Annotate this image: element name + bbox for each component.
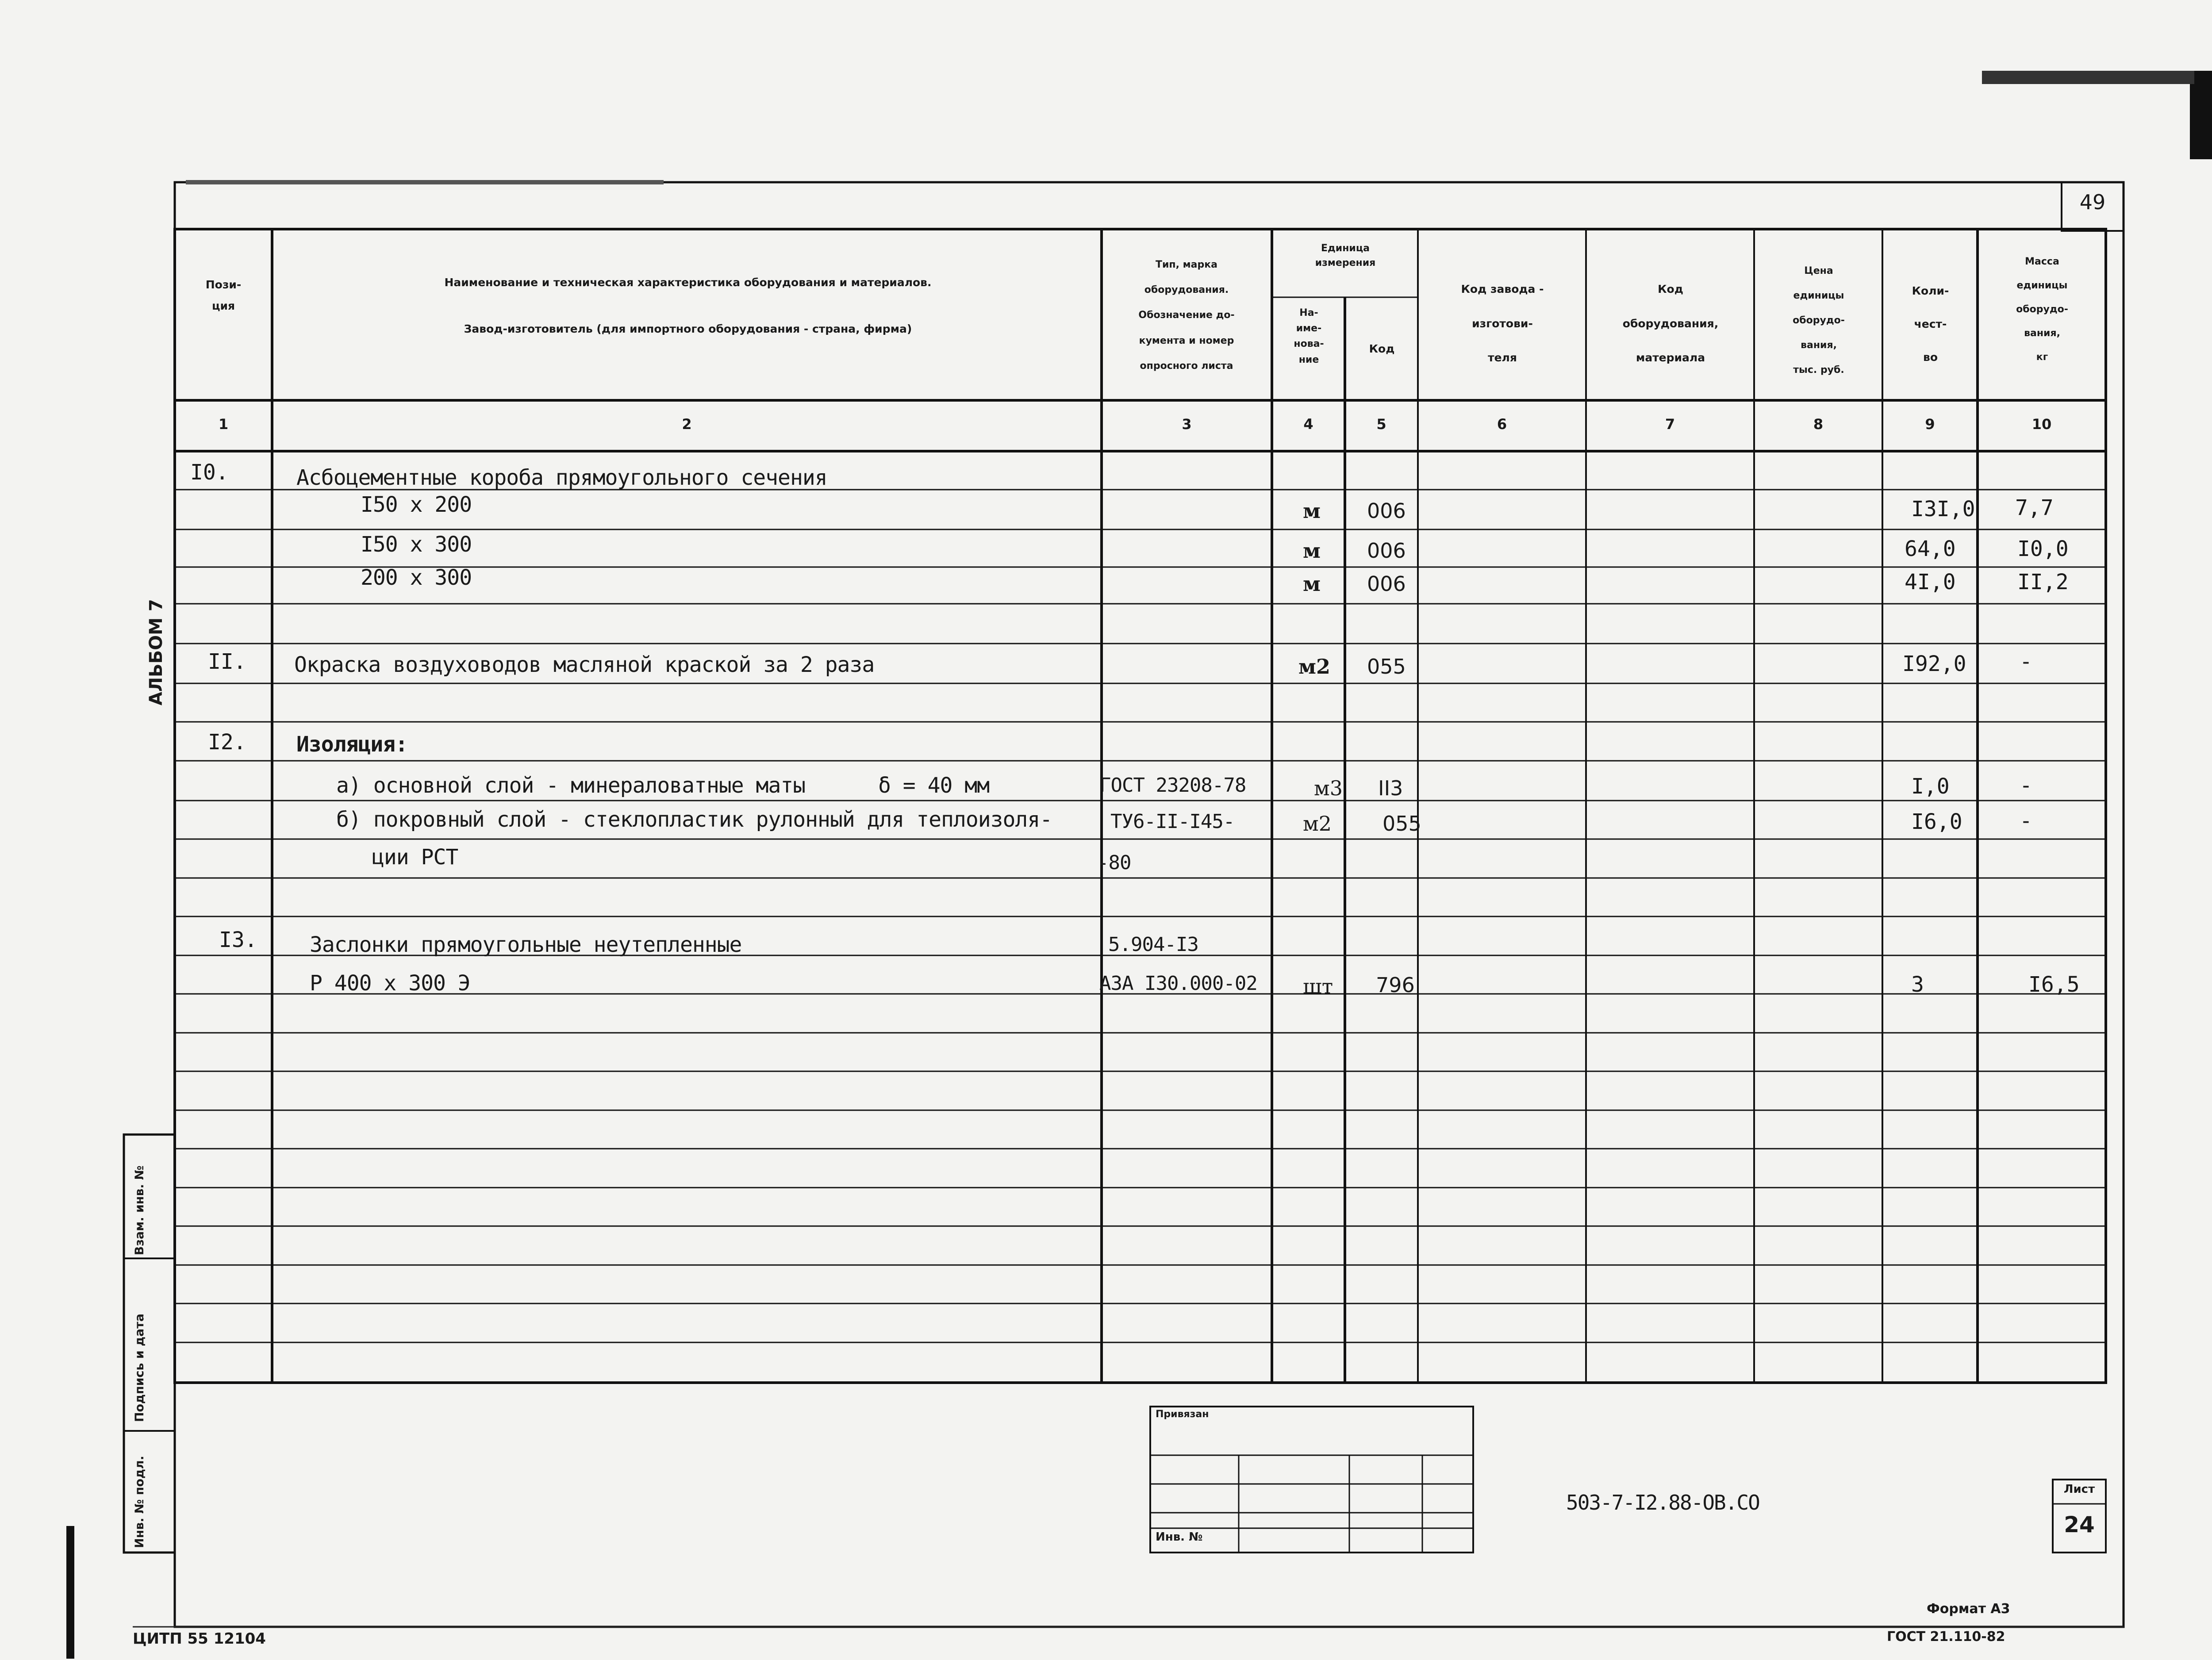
col-number-1: 1 [218,416,229,433]
col-number-5: 5 [1376,416,1386,433]
page-number: 49 [2079,190,2106,214]
row12c-name: ции РСТ [372,845,458,870]
row10a-mass: 7,7 [2015,495,2054,520]
row10b-mass: I0,0 [2017,537,2069,561]
sheet-label: Лист [2063,1483,2095,1496]
row12a-delta: δ = 40 мм [878,773,990,798]
row12a-name: а) основной слой - минераловатные маты [336,773,806,798]
row11-qty: I92,0 [1902,652,1966,676]
header-col5: Код [1369,342,1395,355]
vzam-label: Взам. инв. № [133,1165,146,1255]
row11-position: II. [208,649,246,674]
row12-position: I2. [208,730,246,755]
row11-kod: 055 [1367,655,1406,679]
row13a-name: Р 400 x 300 Э [310,971,470,996]
header-col8: Цена единицы оборудо- вания, тыс. руб. [1793,265,1845,376]
row10a-kod: 006 [1367,499,1406,523]
stamp-privyazan: Привязан [1156,1409,1209,1420]
col-number-3: 3 [1182,416,1192,433]
header-col2-line2: Завод-изготовитель (для импортного оборудования - страна, фирма) [464,322,912,335]
row12b-doc: ТУ6-II-I45- [1110,810,1235,833]
row10b-kod: 006 [1367,539,1406,563]
col-number-9: 9 [1925,416,1935,433]
row13a-kod: 796 [1376,973,1415,997]
row10c-mass: II,2 [2017,570,2069,594]
row12b-qty: I6,0 [1911,809,1962,834]
row12b-mass: - [2020,809,2032,833]
podpis-label: Подпись и дата [133,1313,146,1422]
header-col6: Код завода - изготови- теля [1461,283,1544,364]
row12b-unit: м2 [1303,812,1332,836]
row12a-kod: II3 [1378,776,1403,800]
row12b-name: б) покровный слой - стеклопластик рулонный для теплоизоля- [336,807,1052,832]
row10c-name: 200 x 300 [361,565,472,590]
row10c-unit: м [1303,572,1321,596]
row13-position: I3. [219,928,257,952]
row10-title: Асбоцементные короба прямоугольного сечения [296,465,827,490]
col-number-2: 2 [682,416,692,433]
row10a-unit: м [1303,499,1321,523]
header-col9: Коли- чест- во [1912,284,1949,364]
col-number-7: 7 [1665,416,1675,433]
document-code: 503-7-I2.88-ОВ.СО [1566,1491,1759,1514]
row10a-name: I50 x 200 [361,492,472,517]
row11-mass: - [2020,649,2032,674]
row10b-unit: м [1303,539,1321,563]
row13a-unit: шт [1303,974,1333,998]
footer-gost: ГОСТ 21.110-82 [1887,1629,2005,1645]
col-number-8: 8 [1813,416,1824,433]
header-col1: Пози- ция [205,278,242,312]
row13a-doc: АЗА I30.000-02 [1099,972,1257,995]
row10c-qty: 4I,0 [1905,570,1956,594]
row10b-qty: 64,0 [1905,537,1956,561]
inv-podl-label: Инв. № подл. [133,1456,146,1548]
row13-doc: 5.904-I3 [1108,933,1198,956]
header-col7: Код оборудования, материала [1622,283,1719,364]
header-col4: На- име- нова- ние [1294,307,1324,365]
header-col10: Масса единицы оборудо- вания, кг [2016,256,2068,363]
row12c-doc: -80 [1097,851,1131,874]
col-number-4: 4 [1303,416,1313,433]
row12a-qty: I,0 [1911,774,1950,799]
album-label: АЛЬБОМ 7 [146,599,166,705]
sheet-number: 24 [2064,1512,2095,1537]
row11-name: Окраска воздуховодов масляной краской за 2 раза [294,652,875,677]
footer-left-code: ЦИТП 55 12104 [133,1630,266,1648]
row11-unit: м2 [1298,655,1330,679]
stamp-inv-no: Инв. № [1156,1530,1203,1544]
row12b-kod: 055 [1382,812,1421,836]
row13-title: Заслонки прямоугольные неутепленные [310,932,742,957]
header-col3: Тип, марка оборудования. Обозначение до- кумента и номер опросного листа [1138,259,1235,372]
row10b-name: I50 x 300 [361,532,472,557]
row12a-mass: - [2020,773,2032,798]
row12a-unit: м3 [1314,776,1343,800]
row12-title: Изоляция: [296,732,408,757]
col-number-10: 10 [2032,416,2052,433]
col-number-6: 6 [1497,416,1507,433]
row13a-qty: 3 [1911,972,1924,997]
row10a-qty: I3I,0 [1911,497,1975,521]
header-col2-line1: Наименование и техническая характеристика оборудования и материалов. [444,276,932,289]
row10-position: I0. [190,460,229,485]
row13a-mass: I6,5 [2028,972,2080,997]
header-unit-group: Единица измерения [1315,243,1376,268]
row12a-doc: ГОСТ 23208-78 [1099,774,1246,797]
footer-format: Формат А3 [1927,1601,2010,1617]
row10c-kod: 006 [1367,572,1406,596]
